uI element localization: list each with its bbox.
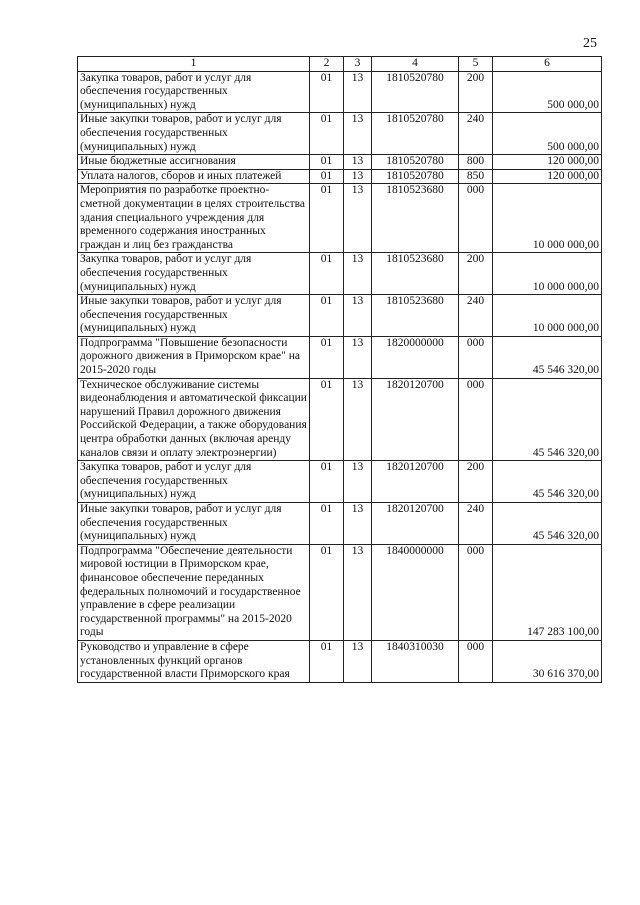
row-expense-type: 000: [459, 184, 493, 253]
budget-table: [77, 56, 602, 683]
table-header-row: [78, 57, 602, 72]
row-target-code: 1810523680: [372, 295, 459, 337]
row-section: 01: [310, 461, 344, 503]
row-target-code: 1810523680: [372, 184, 459, 253]
row-subsection: 13: [344, 184, 372, 253]
row-target-code: 1820120700: [372, 378, 459, 461]
table-row: [78, 295, 602, 337]
column-header-3: 3: [344, 57, 372, 72]
row-section: 01: [310, 640, 344, 682]
row-section: 01: [310, 295, 344, 337]
row-expense-type: 240: [459, 113, 493, 155]
row-expense-type: 200: [459, 253, 493, 295]
row-target-code: 1820000000: [372, 336, 459, 378]
row-section: 01: [310, 336, 344, 378]
row-expense-type: 850: [459, 169, 493, 184]
row-expense-type: 000: [459, 640, 493, 682]
row-subsection: 13: [344, 295, 372, 337]
table-row: [78, 184, 602, 253]
table-row: [78, 378, 602, 461]
row-name: Иные бюджетные ассигнования: [78, 155, 310, 170]
table-row: [78, 640, 602, 682]
row-name: Иные закупки товаров, работ и услуг для обеспечения государственных (муниципальных) нужд: [78, 295, 310, 337]
row-amount: 10 000 000,00: [493, 253, 602, 295]
column-header-1: 1: [78, 57, 310, 72]
row-expense-type: 240: [459, 503, 493, 545]
row-amount: 45 546 320,00: [493, 503, 602, 545]
row-subsection: 13: [344, 336, 372, 378]
row-target-code: 1810520780: [372, 71, 459, 113]
row-expense-type: 000: [459, 336, 493, 378]
row-target-code: 1840310030: [372, 640, 459, 682]
table-body: [78, 71, 602, 682]
row-subsection: 13: [344, 378, 372, 461]
row-section: 01: [310, 378, 344, 461]
table-row: [78, 253, 602, 295]
row-subsection: 13: [344, 71, 372, 113]
row-target-code: 1820120700: [372, 461, 459, 503]
row-section: 01: [310, 544, 344, 640]
row-expense-type: 200: [459, 461, 493, 503]
row-target-code: 1810520780: [372, 155, 459, 170]
row-section: 01: [310, 169, 344, 184]
row-amount: 500 000,00: [493, 71, 602, 113]
row-name: Закупка товаров, работ и услуг для обеспечения государственных (муниципальных) нужд: [78, 461, 310, 503]
row-target-code: 1840000000: [372, 544, 459, 640]
row-amount: 10 000 000,00: [493, 295, 602, 337]
row-target-code: 1810520780: [372, 113, 459, 155]
row-target-code: 1810520780: [372, 169, 459, 184]
row-amount: 45 546 320,00: [493, 461, 602, 503]
row-expense-type: 240: [459, 295, 493, 337]
row-section: 01: [310, 113, 344, 155]
row-section: 01: [310, 253, 344, 295]
column-header-2: 2: [310, 57, 344, 72]
row-amount: 147 283 100,00: [493, 544, 602, 640]
row-subsection: 13: [344, 169, 372, 184]
row-name: Уплата налогов, сборов и иных платежей: [78, 169, 310, 184]
column-header-6: 6: [493, 57, 602, 72]
row-subsection: 13: [344, 503, 372, 545]
row-name: Руководство и управление в сфере установленных функций органов государственной власти Приморского края: [78, 640, 310, 682]
row-section: 01: [310, 155, 344, 170]
row-amount: 45 546 320,00: [493, 378, 602, 461]
row-amount: 10 000 000,00: [493, 184, 602, 253]
table-row: [78, 503, 602, 545]
table-row: [78, 169, 602, 184]
table-row: [78, 71, 602, 113]
row-amount: 30 616 370,00: [493, 640, 602, 682]
row-expense-type: 000: [459, 544, 493, 640]
row-amount: 45 546 320,00: [493, 336, 602, 378]
row-name: Иные закупки товаров, работ и услуг для обеспечения государственных (муниципальных) нужд: [78, 503, 310, 545]
row-subsection: 13: [344, 640, 372, 682]
table-row: [78, 461, 602, 503]
table-row: [78, 113, 602, 155]
row-name: Техническое обслуживание системы видеонаблюдения и автоматической фиксации нарушений Правил дорожного движения Российской Федерации, а также оборудования центра обработки данных (включая аренду каналов связи и оплату электроэнергии): [78, 378, 310, 461]
row-subsection: 13: [344, 113, 372, 155]
row-subsection: 13: [344, 461, 372, 503]
row-name: Подпрограмма "Повышение безопасности дорожного движения в Приморском крае" на 2015-2020 годы: [78, 336, 310, 378]
row-amount: 120 000,00: [493, 155, 602, 170]
table-row: [78, 155, 602, 170]
row-name: Подпрограмма "Обеспечение деятельности мировой юстиции в Приморском крае, финансовое обеспечение переданных федеральных полномочий и государственное управление в сфере реализации государственной программы" на 2015-2020 годы: [78, 544, 310, 640]
row-expense-type: 000: [459, 378, 493, 461]
row-section: 01: [310, 184, 344, 253]
row-name: Мероприятия по разработке проектно-сметной документации в целях строительства здания специального учреждения для временного содержания иностранных граждан и лиц без гражданства: [78, 184, 310, 253]
column-header-5: 5: [459, 57, 493, 72]
row-name: Закупка товаров, работ и услуг для обеспечения государственных (муниципальных) нужд: [78, 253, 310, 295]
row-expense-type: 200: [459, 71, 493, 113]
table-row: [78, 336, 602, 378]
page-number: 25: [583, 36, 597, 51]
row-subsection: 13: [344, 544, 372, 640]
row-amount: 120 000,00: [493, 169, 602, 184]
row-target-code: 1820120700: [372, 503, 459, 545]
row-expense-type: 800: [459, 155, 493, 170]
row-target-code: 1810523680: [372, 253, 459, 295]
row-name: Иные закупки товаров, работ и услуг для обеспечения государственных (муниципальных) нужд: [78, 113, 310, 155]
row-section: 01: [310, 503, 344, 545]
row-subsection: 13: [344, 253, 372, 295]
column-header-4: 4: [372, 57, 459, 72]
row-subsection: 13: [344, 155, 372, 170]
row-section: 01: [310, 71, 344, 113]
row-amount: 500 000,00: [493, 113, 602, 155]
table-row: [78, 544, 602, 640]
row-name: Закупка товаров, работ и услуг для обеспечения государственных (муниципальных) нужд: [78, 71, 310, 113]
